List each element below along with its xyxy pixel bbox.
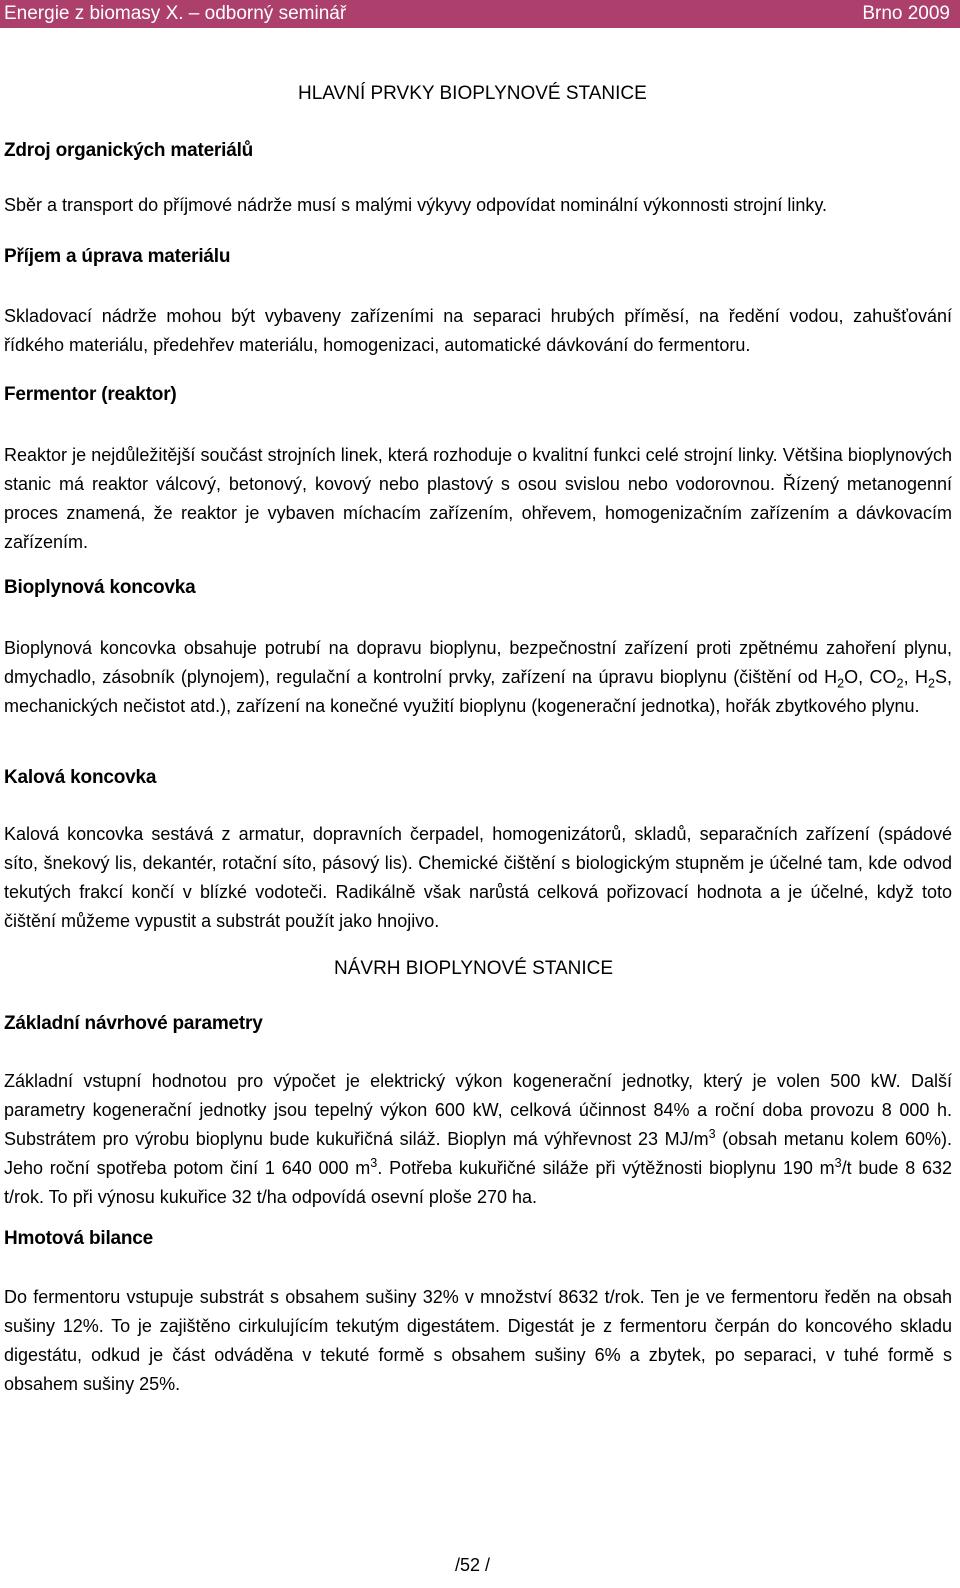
header-date: Brno 2009	[862, 3, 950, 24]
paragraph: Do fermentoru vstupuje substrát s obsahem sušiny 32% v množství 8632 t/rok. Ten je ve fermentoru ředěn na obsah sušiny 12%. To je zajištěno cirkulujícím tekutým digestátem. Digestát je z fermentoru čerpán do koncového skladu digestátu, odkud je část odváděna v tekuté formě s obsahem sušiny 6% a zbytek, po separaci, v tuhé formě s obsahem sušiny 25%.	[4, 1287, 952, 1394]
text-run: , H	[903, 667, 928, 687]
text-run: /t bude 8 632 t/rok. To při výnosu kukuřice 32 t/ha odpovídá osevní ploše 270 ha.	[4, 1158, 952, 1207]
text-run: Bioplynová koncovka obsahuje potrubí na dopravu bioplynu, bezpečnostní zařízení proti zpětnému zahoření plynu, dmychadlo, zásobník (plynojem), regulační a kontrolní prvky, zařízení na úpravu bioplynu (čištění od H	[4, 638, 952, 687]
section-title-zakladni: Základní návrhové parametry	[4, 1013, 263, 1034]
section-text-hmotova	[4, 1283, 952, 1399]
header-title: Energie z biomasy X. – odborný seminář	[4, 3, 347, 24]
text-run: Základní vstupní hodnotou pro výpočet je elektrický výkon kogenerační jednotky, který je volen 500 kW. Další parametry kogenerační jednotky jsou tepelný výkon 600 kW, celková účinnost 84% a roční doba provozu 8 000 h. Substrátem pro výrobu bioplynu bude kukuřičná siláž. Bioplyn má výhřevnost 23 MJ/m	[4, 1071, 952, 1149]
superscript: 3	[370, 1156, 378, 1170]
section-text-bioplynova	[4, 634, 952, 721]
paragraph: Skladovací nádrže mohou být vybaveny zařízeními na separaci hrubých příměsí, na ředění vodou, zahušťování řídkého materiálu, předehřev materiálu, homogenizaci, automatické dávkování do fermentoru.	[4, 306, 952, 355]
text-run: S, mechanických nečistot atd.), zařízení na konečné využití bioplynu (kogenerační jednotka), hořák zbytkového plynu.	[4, 667, 952, 716]
section-title-zdroj: Zdroj organických materiálů	[4, 140, 254, 161]
paragraph	[4, 1067, 952, 1212]
text-run: O, CO	[844, 667, 897, 687]
section-text-prijem	[4, 302, 952, 360]
section-text-zakladni	[4, 1067, 952, 1212]
paragraph: Sběr a transport do příjmové nádrže musí s malými výkyvy odpovídat nominální výkonnosti strojní linky.	[4, 195, 828, 215]
section-text-fermentor	[4, 441, 952, 557]
paragraph: Reaktor je nejdůležitější součást strojních linek, která rozhoduje o kvalitní funkci celé strojní linky. Většina bioplynových stanic má reaktor válcový, betonový, kovový nebo plastový s osou svislou nebo vodorovnou. Řízený metanogenní proces znamená, že reaktor je vybaven míchacím zařízením, ohřevem, homogenizačním zařízením a dávkovacím zařízením.	[4, 445, 952, 552]
paragraph: Kalová koncovka sestává z armatur, dopravních čerpadel, homogenizátorů, skladů, separačních zařízení (spádové síto, šnekový lis, dekantér, rotační síto, pásový lis). Chemické čištění s biologickým stupněm je účelné tam, kde odvod tekutých frakcí končí v blízké vodoteči. Radikálně však narůstá celková pořizovací hodnota a je účelné, když toto čištění můžeme vypustit a substrát použít jako hnojivo.	[4, 824, 952, 931]
section-title-hmotova: Hmotová bilance	[4, 1228, 154, 1249]
section-text-kalova	[4, 820, 952, 936]
text-run: (obsah metanu kolem 60%). Jeho roční spotřeba potom činí 1 640 000 m	[4, 1129, 952, 1178]
text-run: . Potřeba kukuřičné siláže při výtěžnosti bioplynu 190 m	[377, 1158, 835, 1178]
subscript: 2	[927, 676, 935, 691]
section-text-zdroj	[4, 191, 952, 220]
design-heading: NÁVRH BIOPLYNOVÉ STANICE	[334, 958, 614, 979]
main-heading: HLAVNÍ PRVKY BIOPLYNOVÉ STANICE	[298, 83, 647, 104]
section-title-fermentor: Fermentor (reaktor)	[4, 384, 177, 405]
page-number: /52 /	[455, 1555, 491, 1575]
paragraph	[4, 634, 952, 721]
section-title-kalova: Kalová koncovka	[4, 767, 157, 788]
section-title-bioplynova: Bioplynová koncovka	[4, 577, 196, 598]
subscript: 2	[896, 676, 904, 691]
subscript: 2	[837, 676, 845, 691]
page-header	[0, 0, 960, 28]
superscript: 3	[708, 1127, 716, 1141]
superscript: 3	[834, 1156, 842, 1170]
section-title-prijem: Příjem a úprava materiálu	[4, 246, 231, 267]
